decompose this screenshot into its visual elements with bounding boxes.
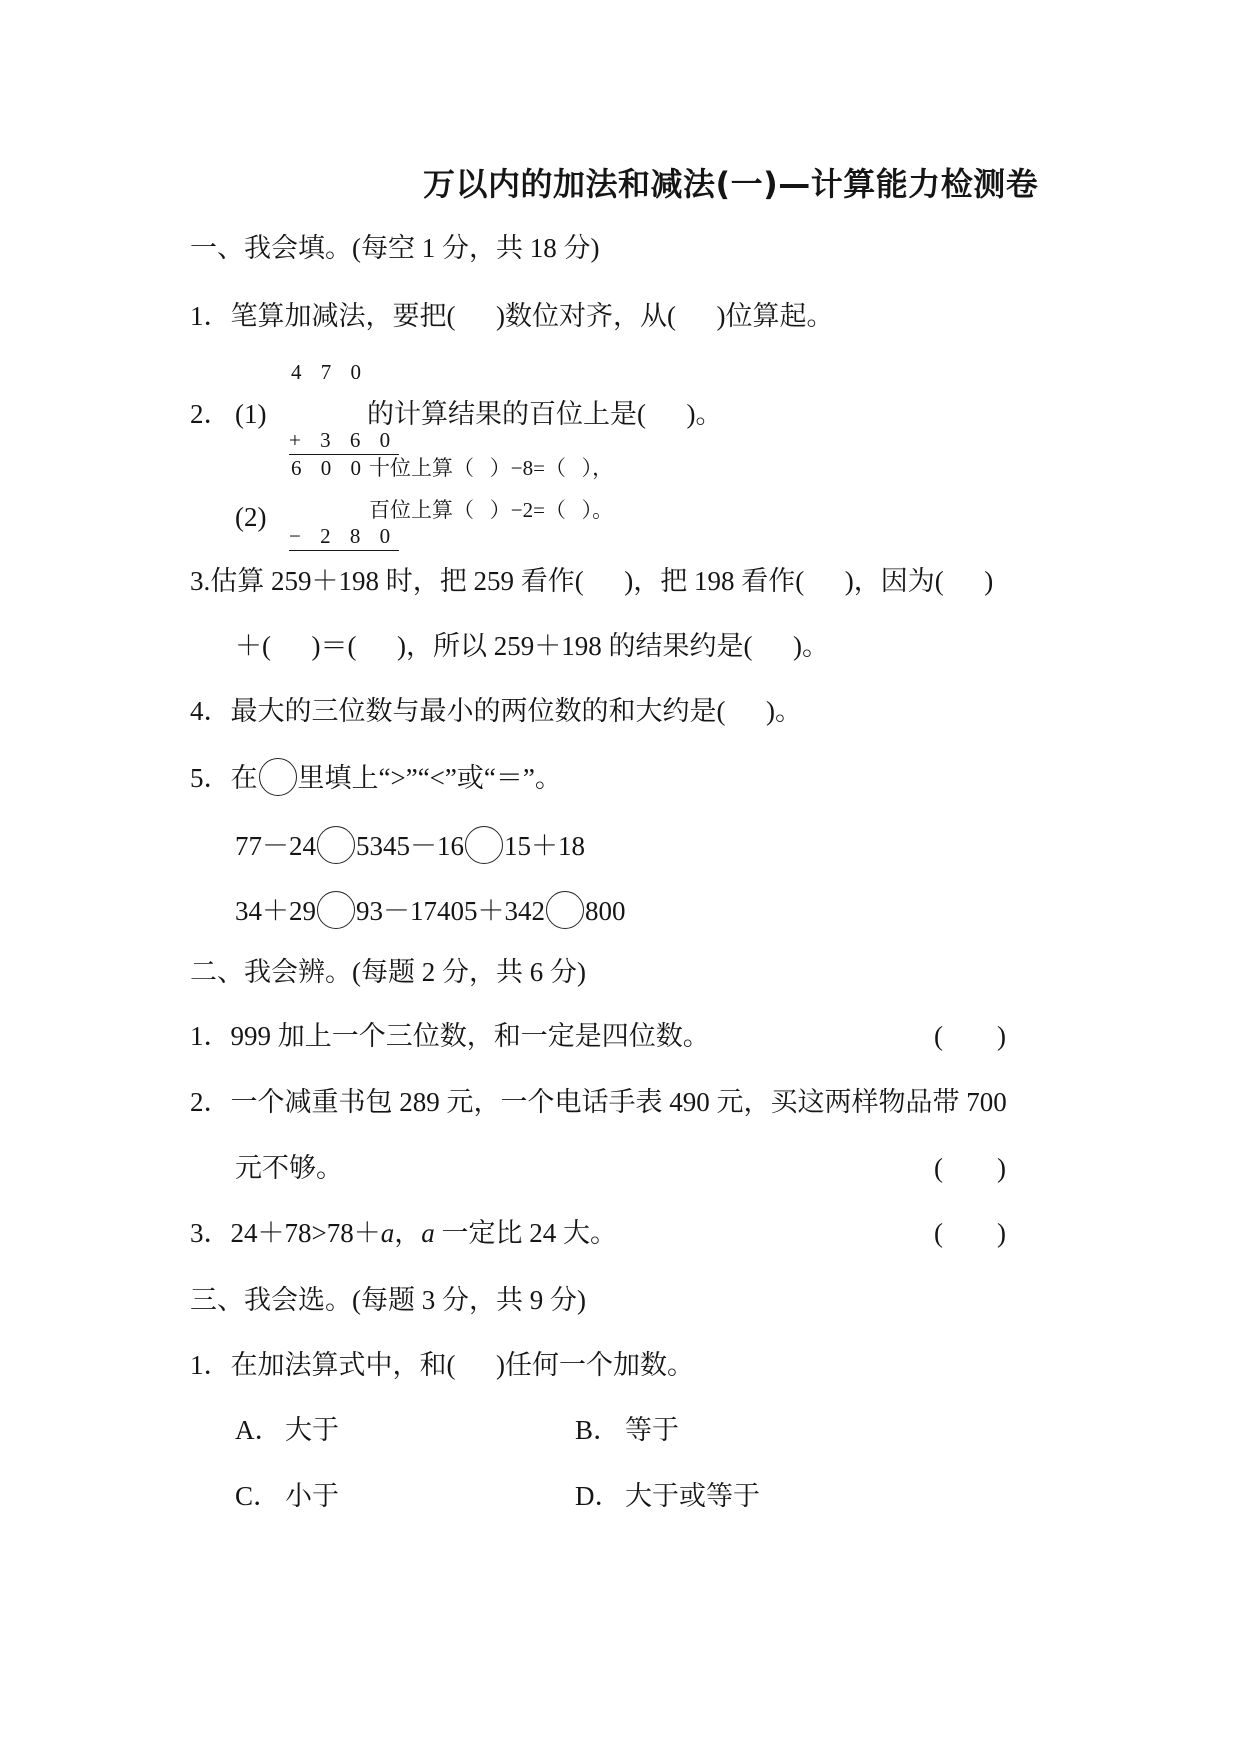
p1-question-2-number: 2． (190, 399, 231, 429)
option-c (235, 1476, 339, 1516)
p1-question-3-line-1: 3.估算 259＋198 时，把 259 看作( )，把 198 看作( )，因为( ) (190, 566, 994, 596)
option-letter: A． (235, 1415, 282, 1445)
q5-expr: 15＋18 (504, 831, 585, 861)
q5-expr: 45－16 (383, 831, 464, 861)
q3-text: 一定比 24 大。 (434, 1218, 617, 1248)
answer-blank: ( ) (934, 1218, 1006, 1248)
q2-2-bottom-number: − 2 8 0 (289, 522, 399, 551)
p1-question-3-line-2: ＋( )＝( )，所以 259＋198 的结果约是( )。 (235, 631, 829, 661)
option-d (575, 1476, 760, 1516)
option-b (575, 1410, 679, 1450)
q2-2-label: (2) (235, 502, 267, 532)
compare-circle-icon (259, 758, 297, 796)
q5-row-2 (235, 891, 626, 933)
q5-prefix: 5．在 (190, 763, 258, 793)
q5-instruction: 里填上“>”“<”或“＝”。 (297, 763, 562, 793)
p1-question-4: 4．最大的三位数与最小的两位数的和大约是( )。 (190, 696, 802, 726)
q5-expr: 53 (356, 831, 383, 861)
option-text: 小于 (285, 1481, 339, 1511)
q2-1-text: 的计算结果的百位上是( )。 (367, 399, 723, 429)
q2-1-bottom-number: + 3 6 0 (289, 426, 399, 455)
compare-circle-icon (317, 891, 355, 929)
option-letter: C． (235, 1481, 281, 1511)
compare-circle-icon (317, 826, 355, 864)
q2-1-label: (1) (235, 399, 267, 429)
option-text: 大于或等于 (625, 1481, 760, 1511)
p3-question-1: 1．在加法算式中，和( )任何一个加数。 (190, 1350, 694, 1380)
p1-question-5 (190, 758, 562, 800)
option-a (235, 1410, 339, 1450)
section-3-heading: 三、我会选。(每题 3 分，共 9 分) (190, 1285, 586, 1315)
q3-text: 3．24＋78>78＋ (190, 1218, 381, 1248)
answer-blank: ( ) (934, 1021, 1006, 1051)
variable-a: a (421, 1218, 435, 1248)
p1-question-1: 1．笔算加减法，要把( )数位对齐，从( )位算起。 (190, 301, 834, 331)
q2-1-top-number: 4 7 0 (291, 360, 368, 384)
p2-question-3 (190, 1213, 617, 1253)
q3-text: ， (394, 1218, 422, 1248)
p2-question-2-line-2: 元不够。 (235, 1153, 343, 1183)
q5-expr: 405＋342 (437, 896, 545, 926)
q2-2-top-number: 6 0 0 (291, 456, 368, 480)
option-text: 等于 (625, 1415, 679, 1445)
section-1-heading: 一、我会填。(每空 1 分，共 18 分) (190, 233, 600, 263)
q5-row-1 (235, 826, 585, 868)
option-letter: D． (575, 1481, 622, 1511)
variable-a: a (380, 1218, 395, 1248)
p2-question-2-line-1: 2．一个减重书包 289 元，一个电话手表 490 元，买这两样物品带 700 (190, 1087, 1007, 1117)
q5-expr: 93－17 (356, 896, 437, 926)
q2-2-step-hundreds: 百位上算（ ）−2=（ ）。 (369, 498, 614, 522)
q5-expr: 77－24 (235, 831, 316, 861)
option-letter: B． (575, 1415, 621, 1445)
page-title: 万以内的加法和减法(一)—计算能力检测卷 (423, 165, 1039, 203)
q2-2-step-tens: 十位上算（ ）−8=（ ）， (369, 456, 614, 480)
compare-circle-icon (465, 826, 503, 864)
q5-expr: 34＋29 (235, 896, 316, 926)
section-2-heading: 二、我会辨。(每题 2 分，共 6 分) (190, 957, 586, 987)
p2-question-1: 1．999 加上一个三位数，和一定是四位数。 (190, 1021, 710, 1051)
q5-expr: 800 (585, 896, 626, 926)
option-text: 大于 (285, 1415, 339, 1445)
compare-circle-icon (546, 891, 584, 929)
answer-blank: ( ) (934, 1153, 1006, 1183)
